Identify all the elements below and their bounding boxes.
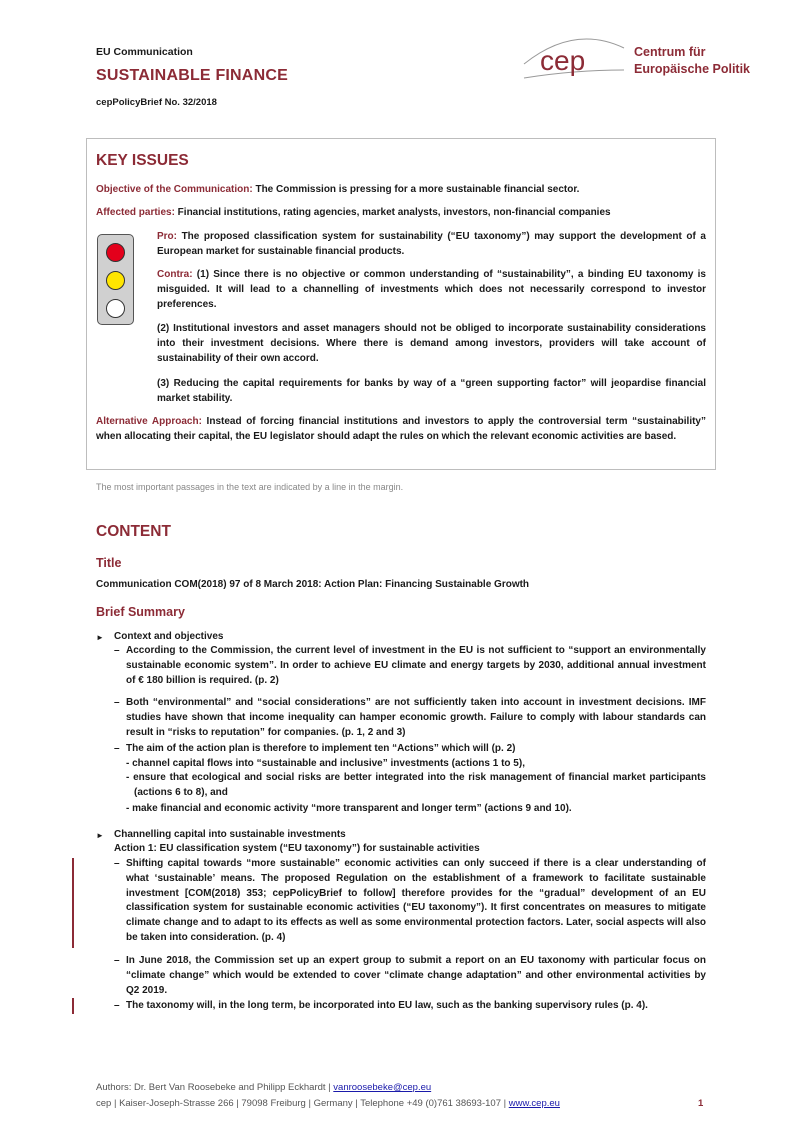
off-lamp-icon bbox=[106, 299, 125, 318]
website-link[interactable]: www.cep.eu bbox=[508, 1098, 560, 1109]
author-email-link[interactable]: vanroosebeke@cep.eu bbox=[333, 1082, 432, 1093]
address-line: cep | Kaiser-Joseph-Strasse 266 | 79098 Freiburg | Germany | Telephone +49 (0)761 38693-107 | www.cep.eu bbox=[96, 1098, 560, 1109]
content-title: CONTENT bbox=[96, 523, 171, 540]
contra-paragraph-1: Contra: (1) Since there is no objective or common understanding of “sustainability”, a binding EU taxonomy is misguided. It will lead to a channelling of investments which does not necessarily correspond to investor preferences. bbox=[157, 269, 706, 310]
margin-marker bbox=[72, 858, 74, 948]
list-item: – According to the Commission, the current level of investment in the EU is not sufficient to “support an environmentally sustainable economic system”. In order to achieve EU climate and energy targets by 2030, additional annual investment of € 180 billion is required. (p. 2) bbox=[114, 645, 706, 686]
key-issues-title: KEY ISSUES bbox=[96, 152, 189, 169]
channelling-heading: Channelling capital into sustainable investments bbox=[114, 829, 346, 840]
arrow-bullet-icon: ► bbox=[96, 633, 104, 642]
brief-summary-heading: Brief Summary bbox=[96, 605, 185, 619]
contra-paragraph-2: (2) Institutional investors and asset managers should not be obliged to incorporate sustainability considerations into their investment decisions. Where there is demand among investors, providers will take account of sustainability of their own accord. bbox=[157, 323, 706, 364]
list-item: – Shifting capital towards “more sustainable” economic activities can only succeed if there is a clear understanding of what ‘sustainable’ means. The proposed Regulation on the establishment of a framework to facilitate sustainable investment [COM(2018) 353; cepPolicyBrief to follow] therefore provides for the “gradual” development of an EU classification system for sustainable economic activities (“EU taxonomy”). It first concentrates on measures to mitigate climate change and to adapt to its effects as well as some environmental protection factors. Later, social aspects will also be taken into consideration. (p. 4) bbox=[114, 858, 706, 943]
contra-paragraph-3: (3) Reducing the capital requirements for banks by way of a “green supporting factor” will jeopardise financial market stability. bbox=[157, 378, 706, 404]
traffic-light-icon bbox=[97, 234, 134, 325]
authors-line: Authors: Dr. Bert Van Roosebeke and Philipp Eckhardt | vanroosebeke@cep.eu bbox=[96, 1082, 432, 1093]
alternative-approach-paragraph: Alternative Approach: Instead of forcing financial institutions and investors to apply the controversial term “sustainability” when allocating their capital, the EU legislator should adapt the rules on which the relevant economic activities are based. bbox=[96, 416, 706, 442]
page-number: 1 bbox=[698, 1098, 704, 1109]
document-title: SUSTAINABLE FINANCE bbox=[96, 67, 288, 84]
brief-number: cepPolicyBrief No. 32/2018 bbox=[96, 97, 217, 108]
sub-list-item: - channel capital flows into “sustainable and inclusive” investments (actions 1 to 5), bbox=[126, 758, 525, 769]
list-item: – In June 2018, the Commission set up an expert group to submit a report on an EU taxonomy with particular focus on “climate change” which would be extended to cover “climate change adaptation” and other environmental activities by Q2 2019. bbox=[114, 955, 706, 996]
communication-title: Communication COM(2018) 97 of 8 March 2018: Action Plan: Financing Sustainable Growth bbox=[96, 579, 530, 590]
logo-org-name: Centrum für Europäische Politik bbox=[634, 45, 751, 76]
red-lamp-icon bbox=[106, 243, 125, 262]
document-category: EU Communication bbox=[96, 46, 193, 58]
logo-text: cep bbox=[540, 45, 586, 76]
sub-list-item: - make financial and economic activity “more transparent and longer term” (actions 9 and 10). bbox=[126, 803, 572, 814]
sub-list-item: - ensure that ecological and social risks are better integrated into the risk management of financial market participants (actions 6 to 8), and bbox=[126, 772, 706, 798]
margin-note: The most important passages in the text are indicated by a line in the margin. bbox=[96, 482, 404, 492]
objective-paragraph: Objective of the Communication: The Commission is pressing for a more sustainable financial sector. bbox=[96, 184, 580, 195]
list-item: – The aim of the action plan is therefore to implement ten “Actions” which will (p. 2) bbox=[114, 743, 516, 754]
cep-logo bbox=[518, 30, 630, 82]
affected-parties-paragraph: Affected parties: Financial institutions, rating agencies, market analysts, investors, non-financial companies bbox=[96, 207, 611, 218]
pro-paragraph: Pro: The proposed classification system for sustainability (“EU taxonomy”) may support the development of a European market for sustainable financial products. bbox=[157, 231, 706, 257]
title-heading: Title bbox=[96, 556, 122, 570]
margin-marker bbox=[72, 998, 74, 1014]
action-1-heading: Action 1: EU classification system (“EU taxonomy”) for sustainable activities bbox=[114, 843, 480, 854]
arrow-bullet-icon: ► bbox=[96, 831, 104, 840]
list-item: – The taxonomy will, in the long term, be incorporated into EU law, such as the banking supervisory rules (p. 4). bbox=[114, 1000, 648, 1011]
yellow-lamp-icon bbox=[106, 271, 125, 290]
list-item: – Both “environmental” and “social considerations” are not sufficiently taken into account in investment decisions. IMF studies have shown that income inequality can hamper economic growth. Failure to comply with labour standards can result in “risks to reputation” for companies. (p. 1, 2 and 3) bbox=[114, 697, 706, 738]
context-heading: Context and objectives bbox=[114, 631, 224, 642]
